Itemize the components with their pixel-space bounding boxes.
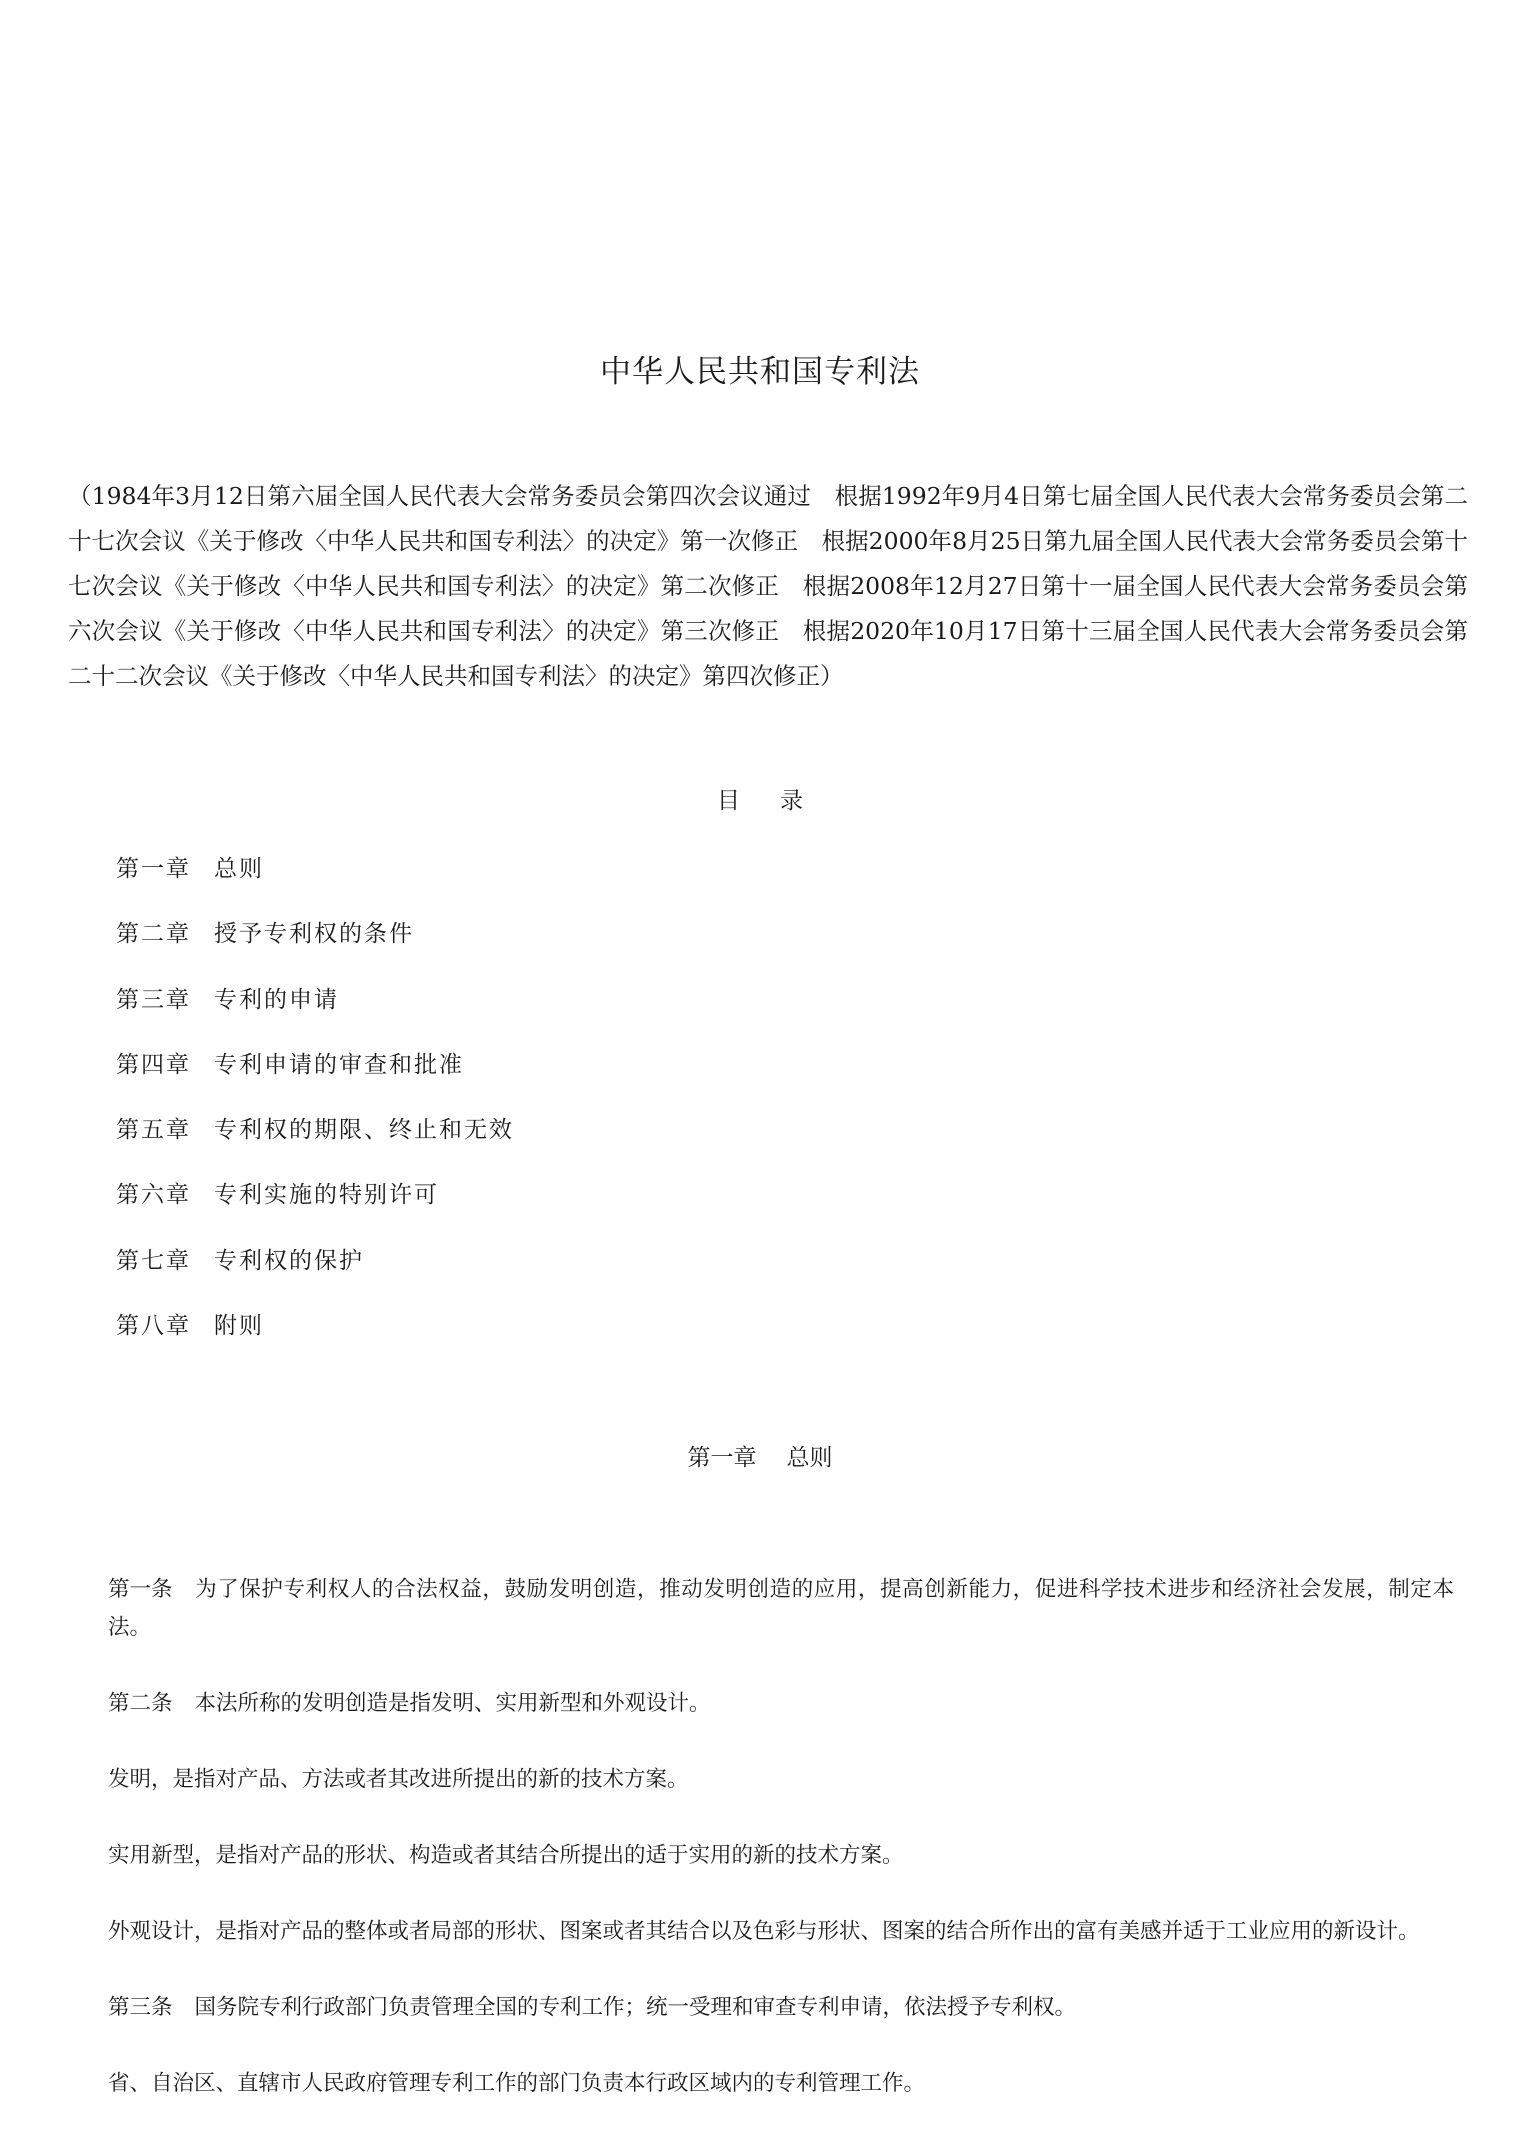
- article-text: 外观设计，是指对产品的整体或者局部的形状、图案或者其结合以及色彩与形状、图案的结合所作出的富有美感并适于工业应用的新设计。: [108, 1919, 1420, 1944]
- toc-chapter-number: 第六章: [116, 1182, 191, 1209]
- toc-title: 目录: [717, 788, 843, 814]
- toc-item[interactable]: [116, 919, 514, 984]
- toc-chapter-number: 第一章: [116, 856, 191, 882]
- article-text: 实用新型，是指对产品的形状、构造或者其结合所提出的适于实用的新的技术方案。: [108, 1843, 904, 1868]
- article-number: 第一条: [108, 1577, 173, 1602]
- toc-chapter-number: 第五章: [116, 1117, 191, 1144]
- article-number: 第三条: [108, 1995, 173, 2020]
- toc-item[interactable]: [116, 854, 514, 919]
- toc-item[interactable]: [116, 1311, 514, 1376]
- toc-item[interactable]: [116, 1180, 514, 1245]
- article-paragraph: [108, 2065, 1454, 2103]
- chapter-name: 总则: [786, 1445, 833, 1471]
- table-of-contents: [116, 854, 514, 1376]
- article-paragraph: [108, 1761, 1454, 1799]
- toc-item[interactable]: [116, 1246, 514, 1311]
- toc-chapter-number: 第四章: [116, 1051, 191, 1078]
- toc-item[interactable]: [116, 1050, 514, 1115]
- toc-chapter-name: 专利权的保护: [214, 1247, 364, 1274]
- document-title: 中华人民共和国专利法: [600, 354, 920, 390]
- article-number: 第二条: [108, 1691, 173, 1716]
- toc-chapter-name: 专利实施的特别许可: [214, 1182, 439, 1209]
- toc-chapter-name: 专利的申请: [214, 986, 339, 1013]
- article-text: 为了保护专利权人的合法权益，鼓励发明创造，推动发明创造的应用，提高创新能力，促进科学技术进步和经济社会发展，制定本法。: [108, 1577, 1454, 1640]
- toc-chapter-name: 附则: [214, 1313, 264, 1340]
- amendment-history: （1984年3月12日第六届全国人民代表大会常务委员会第四次会议通过 根据1992年9月4日第七届全国人民代表大会常务委员会第二十七次会议《关于修改〈中华人民共和国专利法〉的决定》第一次修正 根据2000年8月25日第九届全国人民代表大会常务委员会第十七次会议《关于修改〈中华人民共和国专利法〉的决定》第二次修正 根据2008年12月27日第十一届全国人民代表大会常务委员会第六次会议《关于修改〈中华人民共和国专利法〉的决定》第三次修正 根据2020年10月17日第十三届全国人民代表大会常务委员会第二十二次会议《关于修改〈中华人民共和国专利法〉的决定》第四次修正）: [68, 482, 1468, 690]
- toc-chapter-number: 第二章: [116, 921, 191, 948]
- article-text: 发明，是指对产品、方法或者其改进所提出的新的技术方案。: [108, 1767, 689, 1792]
- toc-chapter-name: 专利权的期限、终止和无效: [214, 1117, 514, 1144]
- article-text: 国务院专利行政部门负责管理全国的专利工作；统一受理和审查专利申请，依法授予专利权。: [194, 1995, 1077, 2020]
- article-text: 本法所称的发明创造是指发明、实用新型和外观设计。: [194, 1691, 711, 1716]
- toc-item[interactable]: [116, 985, 514, 1050]
- article-paragraph: [108, 1989, 1454, 2027]
- toc-chapter-number: 第八章: [116, 1313, 191, 1340]
- toc-item[interactable]: [116, 1115, 514, 1180]
- toc-chapter-number: 第七章: [116, 1247, 191, 1274]
- toc-chapter-name: 授予专利权的条件: [214, 921, 414, 948]
- article-paragraph: [108, 1913, 1454, 1951]
- article-text: 省、自治区、直辖市人民政府管理专利工作的部门负责本行政区域内的专利管理工作。: [108, 2071, 926, 2096]
- toc-chapter-number: 第三章: [116, 986, 191, 1013]
- article-paragraph: [108, 1571, 1454, 1647]
- chapter-heading: [0, 1443, 1520, 1473]
- chapter-number: 第一章: [687, 1445, 757, 1471]
- toc-chapter-name: 专利申请的审查和批准: [214, 1051, 464, 1078]
- toc-chapter-name: 总则: [214, 856, 264, 882]
- article-paragraph: [108, 1837, 1454, 1875]
- article-paragraph: [108, 1685, 1454, 1723]
